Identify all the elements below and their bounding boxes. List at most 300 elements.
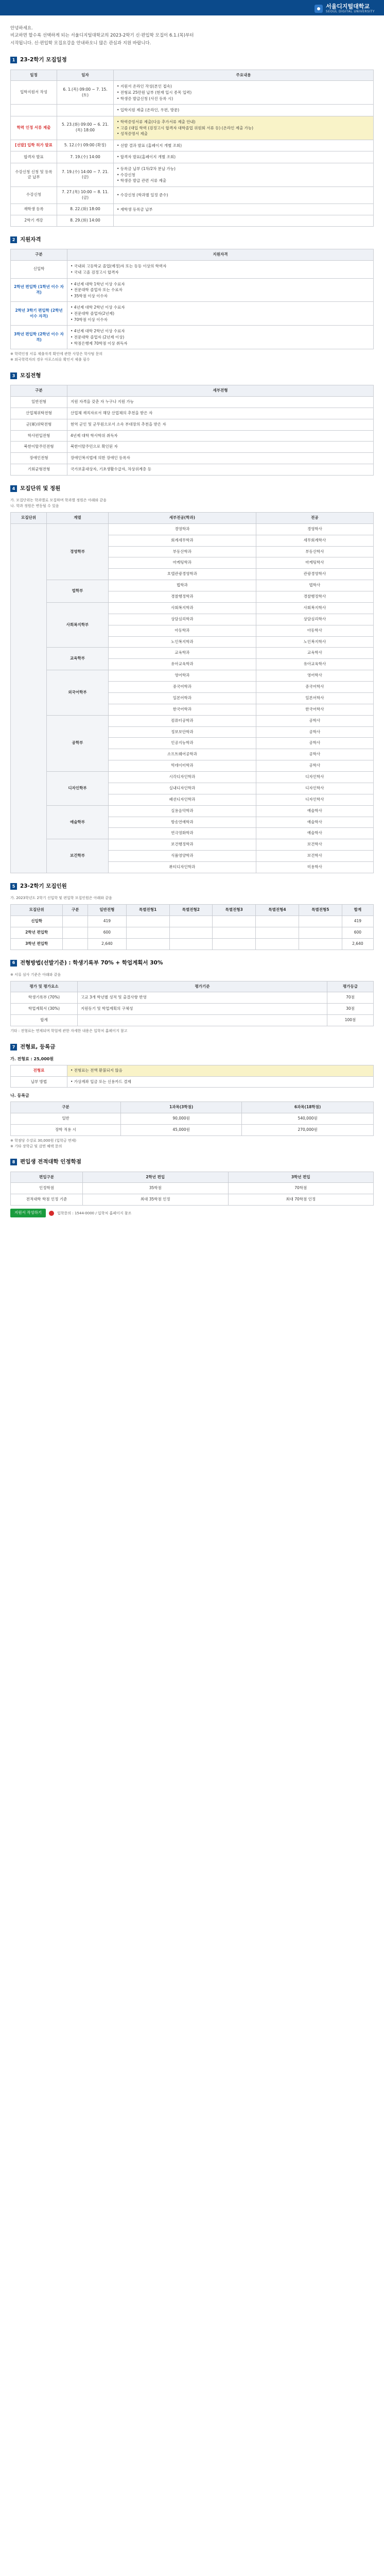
department-name: 부동산학과 — [109, 546, 256, 557]
quota-value — [63, 916, 88, 927]
degree-name: 공학사 — [256, 749, 373, 760]
quota-unit: 신입학 — [11, 916, 63, 927]
section-title: 23-2학기 모집일정 — [20, 57, 67, 63]
quota-value — [126, 938, 169, 950]
department-row — [11, 580, 374, 591]
department-row — [11, 839, 374, 851]
admission-type-detail: 북한이탈주민으로 확인된 자 — [67, 442, 374, 453]
schedule-stage: 2학기 개강 — [11, 215, 57, 227]
degree-name: 중국어학사 — [256, 682, 373, 693]
degree-name: 영어학사 — [256, 670, 373, 682]
detail-line: • 학력증빙서류 제출(다음 추가서류 제출 안내) — [117, 119, 196, 124]
column-header: 평가 및 평가요소 — [11, 981, 78, 992]
credit-row — [11, 1183, 374, 1194]
schedule-stage: 입학지원서 작성 — [11, 81, 57, 105]
department-name: 중국어학과 — [109, 682, 256, 693]
admission-type: 군(軍)위탁전형 — [11, 419, 67, 430]
tuition-cell: 90,000원 — [121, 1113, 242, 1124]
department-name: 소프트웨어공학과 — [109, 749, 256, 760]
department-name: 컴퓨터공학과 — [109, 715, 256, 726]
faculty-name: 디자인학부 — [47, 772, 109, 806]
schedule-row — [11, 187, 374, 204]
faculty-name: 예술학부 — [47, 805, 109, 839]
degree-name: 한국어학사 — [256, 704, 373, 715]
note-line: ※ 학력인정 서류 제출자격 확인에 관한 사항은 학사팀 문의 — [10, 352, 103, 357]
department-row — [11, 523, 374, 535]
detail-line: • 학생증 발급신청 (사진 등록 시) — [117, 96, 173, 101]
departments-table — [10, 512, 374, 873]
tuition-table — [10, 1101, 374, 1136]
note-line: ※ 학점당 수강료 30,000원 (입학금 면제) — [10, 1138, 77, 1143]
admission-type-table — [10, 385, 374, 476]
schedule-date: 7. 27.(목) 10:00 ~ 8. 11.(금) — [57, 187, 114, 204]
faculty-name: 공학부 — [47, 715, 109, 771]
department-name: 연극영화학과 — [109, 828, 256, 839]
quota-intro: 가. 2023학년도 2학기 신입학 및 편입학 모집인원은 아래와 같음 — [10, 896, 112, 901]
note-line: ※ 기타 장학금 및 감면 혜택 문의 — [10, 1144, 62, 1148]
quota-value — [256, 927, 299, 938]
quota-value — [213, 927, 256, 938]
eligibility-row — [11, 261, 374, 278]
degree-name: 보건학사 — [256, 839, 373, 851]
degree-name: 예술학사 — [256, 805, 373, 817]
section-title: 전형료, 등록금 — [20, 1043, 56, 1050]
column-header: 구분 — [63, 905, 88, 916]
fee-item: 납부 방법 — [11, 1076, 67, 1088]
quota-row — [11, 916, 374, 927]
detail-line: • 합격자 발표(홈페이지 개별 조회) — [117, 155, 176, 160]
eligibility-type: 신입학 — [11, 261, 67, 278]
admission-type-row — [11, 430, 374, 442]
column-header: 6과목(18학점) — [242, 1102, 374, 1113]
column-header: 세부전공(학과) — [109, 512, 256, 523]
section-number: 2 — [10, 236, 17, 243]
department-row — [11, 602, 374, 614]
degree-name: 디자인학사 — [256, 772, 373, 783]
schedule-row — [11, 163, 374, 187]
degree-name: 디자인학사 — [256, 783, 373, 794]
intro-line: 시작됩니다. 신·편입학 모집요강을 안내하오니 많은 관심과 지원 바랍니다. — [10, 40, 151, 46]
column-header: 지원자격 — [67, 249, 374, 261]
faculty-name: 교육학부 — [47, 648, 109, 670]
selection-item: 학생기록부 (70%) — [11, 992, 78, 1004]
degree-name: 상담심리학사 — [256, 614, 373, 625]
credit-transfer-table — [10, 1172, 374, 1206]
quota-value — [213, 938, 256, 950]
faculty-name: 경영학부 — [47, 523, 109, 580]
department-name: 패션디자인학과 — [109, 794, 256, 805]
department-name: 법학과 — [109, 580, 256, 591]
quota-value — [299, 927, 342, 938]
selection-item: 학업계획서 (30%) — [11, 1004, 78, 1015]
schedule-detail — [114, 151, 374, 163]
contact-line — [10, 1209, 374, 1217]
admission-type: 북한이탈주민전형 — [11, 442, 67, 453]
section-eligibility-heading — [10, 236, 374, 244]
schedule-row — [11, 215, 374, 227]
detail-line: • 70학점 이상 이수자 — [71, 317, 108, 322]
quota-row — [11, 927, 374, 938]
tuition-row — [11, 1124, 374, 1136]
intro-text — [10, 25, 374, 47]
column-header: 일자 — [57, 70, 114, 81]
column-header: 1과목(3학점) — [121, 1102, 242, 1113]
phone-icon — [49, 1211, 54, 1216]
eligibility-table — [10, 249, 374, 349]
application-fee-table — [10, 1065, 374, 1088]
department-name: 한국어학과 — [109, 704, 256, 715]
unit-cell — [11, 523, 47, 873]
section-number: 3 — [10, 372, 17, 379]
detail-line: • 입학지원 제출 (온라인, 우편, 방문) — [117, 108, 180, 113]
department-name: 실용음악학과 — [109, 805, 256, 817]
quota-unit: 3학년 편입학 — [11, 938, 63, 950]
quota-unit: 2학년 편입학 — [11, 927, 63, 938]
admission-type-detail: 산업체 재직자로서 해당 산업체의 추천을 받은 자 — [67, 408, 374, 419]
section-title: 전형방법(선발기준) : 학생기록부 70% + 학업계획서 30% — [20, 959, 163, 966]
column-header: 주요내용 — [114, 70, 374, 81]
schedule-stage: 수강신청 — [11, 187, 57, 204]
column-header: 계열 — [47, 512, 109, 523]
quota-value — [63, 938, 88, 950]
department-name: 사회복지학과 — [109, 602, 256, 614]
tuition-cell: 장학 적용 시 — [11, 1124, 121, 1136]
department-name: 경영학과 — [109, 523, 256, 535]
department-name: 경찰행정학과 — [109, 591, 256, 603]
department-name: 빅데이터학과 — [109, 760, 256, 772]
department-row — [11, 805, 374, 817]
quota-value — [169, 927, 213, 938]
column-header: 특별전형5 — [299, 905, 342, 916]
credit-cell: 최대 35학점 인정 — [83, 1194, 229, 1206]
department-name: 유아교육학과 — [109, 659, 256, 670]
selection-score: 30점 — [327, 1004, 374, 1015]
schedule-detail — [114, 204, 374, 215]
schedule-detail — [114, 215, 374, 227]
column-header: 모집단위 — [11, 512, 47, 523]
schedule-row — [11, 204, 374, 215]
intro-line: 비교하면 할수록 선택하게 되는 서울디지털대학교의 2023-2학기 신·편입학 모집이 6.1.(목)부터 — [10, 33, 194, 39]
section-number: 7 — [10, 1044, 17, 1050]
column-header: 평가기준 — [78, 981, 327, 992]
column-header: 편입구분 — [11, 1172, 83, 1183]
admission-type-detail: 현역 군인 및 군무원으로서 소속 부대장의 추천을 받은 자 — [67, 419, 374, 430]
department-name: 노인복지학과 — [109, 636, 256, 648]
column-header: 세부전형 — [67, 385, 374, 397]
admission-type-row — [11, 464, 374, 476]
detail-line: • 35학점 이상 이수자 — [71, 293, 108, 298]
note-line: ※ 외국학력자의 경우 아포스티유 확인서 제출 필수 — [10, 357, 90, 362]
selection-criteria — [78, 1015, 327, 1026]
selection-score: 70점 — [327, 992, 374, 1004]
selection-extra: 기타 : 전형료는 면제되며 학업에 관한 자세한 내용은 입학처 홈페이지 참고 — [10, 1029, 128, 1033]
schedule-date: 8. 22.(화) 18:00 — [57, 204, 114, 215]
schedule-row — [11, 151, 374, 163]
degree-name: 법학사 — [256, 580, 373, 591]
degree-name: 사회복지학사 — [256, 602, 373, 614]
selection-score: 100점 — [327, 1015, 374, 1026]
admission-type: 산업체위탁전형 — [11, 408, 67, 419]
tuition-cell: 270,000원 — [242, 1124, 374, 1136]
schedule-stage: 수강신청 신청 및 등록금 납부 — [11, 163, 57, 187]
intro-line: 안녕하세요. — [10, 26, 33, 31]
schedule-row — [11, 105, 374, 116]
quota-value: 600 — [342, 927, 373, 938]
degree-name: 예술학사 — [256, 817, 373, 828]
detail-line: • 학생증 발급 관련 서류 제출 — [117, 178, 167, 183]
department-name: 상담심리학과 — [109, 614, 256, 625]
column-header: 특별전형1 — [126, 905, 169, 916]
degree-name: 보건학사 — [256, 851, 373, 862]
section-admission-type-heading — [10, 372, 374, 380]
admission-type-detail: 4년제 대학 학사학위 취득자 — [67, 430, 374, 442]
schedule-detail — [114, 105, 374, 116]
admission-type-detail: 지원 자격을 갖춘 자 누구나 지원 가능 — [67, 396, 374, 408]
schedule-stage — [11, 105, 57, 116]
column-header: 일정 — [11, 70, 57, 81]
department-name: 시각디자인학과 — [109, 772, 256, 783]
section-title: 지원자격 — [20, 236, 41, 243]
section-number: 1 — [10, 57, 17, 63]
fee-row — [11, 1076, 374, 1088]
selection-row — [11, 1015, 374, 1026]
degree-name: 공학사 — [256, 715, 373, 726]
brand-logo[interactable] — [315, 4, 375, 14]
section-title: 모집단위 및 정원 — [20, 485, 61, 492]
admission-type: 장애인전형 — [11, 453, 67, 464]
degree-name: 관광경영학사 — [256, 569, 373, 580]
schedule-stage: 학력 인정 서류 제출 — [11, 116, 57, 140]
admission-type-row — [11, 408, 374, 419]
fee-row — [11, 1065, 374, 1076]
schedule-detail — [114, 81, 374, 105]
tuition-row — [11, 1113, 374, 1124]
eligibility-detail — [67, 261, 374, 278]
quota-value: 2,640 — [342, 938, 373, 950]
schedule-date: 5. 23.(화) 09:00 ~ 6. 21.(목) 18:00 — [57, 116, 114, 140]
section-quota-heading — [10, 883, 374, 890]
schedule-stage: [선발] 입학 허가 발표 — [11, 140, 57, 151]
faculty-name: 외국어학부 — [47, 670, 109, 716]
fee-detail: • 가상계좌 입금 또는 신용카드 결제 — [67, 1076, 374, 1088]
quota-value — [256, 938, 299, 950]
admission-type-detail: 장애인복지법에 의한 장애인 등록자 — [67, 453, 374, 464]
department-name: 실내디자인학과 — [109, 783, 256, 794]
schedule-detail — [114, 187, 374, 204]
degree-name: 세무회계학사 — [256, 535, 373, 546]
admission-type-row — [11, 453, 374, 464]
eligibility-detail — [67, 326, 374, 349]
selection-item: 합계 — [11, 1015, 78, 1026]
section-number: 4 — [10, 485, 17, 492]
admission-type-detail: 국가보훈대상자, 기초생활수급자, 차상위계층 등 — [67, 464, 374, 476]
quota-value — [126, 916, 169, 927]
column-header: 특별전형2 — [169, 905, 213, 916]
brand-name-ko: 서울디지털대학교 — [326, 3, 370, 10]
degree-name: 교육학사 — [256, 648, 373, 659]
column-header: 합계 — [342, 905, 373, 916]
apply-button-label: 지원서 작성하기 — [14, 1210, 42, 1215]
credit-cell: 전적대학 학점 인정 기준 — [11, 1194, 83, 1206]
quota-value — [126, 927, 169, 938]
degree-name: 미용학사 — [256, 862, 373, 873]
quota-row — [11, 938, 374, 950]
schedule-date: 5. 12.(수) 09:00 (확정) — [57, 140, 114, 151]
degree-name: 예술학사 — [256, 828, 373, 839]
quota-table — [10, 904, 374, 950]
faculty-name: 보건학부 — [47, 839, 109, 873]
schedule-date — [57, 105, 114, 116]
schedule-row — [11, 81, 374, 105]
brand-name-en: SEOUL DIGITAL UNIVERSITY — [326, 10, 375, 14]
detail-line: • 등록금 납부 (1차/2차 분납 가능) — [117, 166, 176, 172]
credit-cell: 인정학점 — [11, 1183, 83, 1194]
degree-name: 유아교육학사 — [256, 659, 373, 670]
schedule-date: 7. 19.(수) 14:00 — [57, 151, 114, 163]
column-header: 구분 — [11, 249, 67, 261]
department-name: 영어학과 — [109, 670, 256, 682]
schedule-stage: 합격자 발표 — [11, 151, 57, 163]
column-header: 일반전형 — [88, 905, 127, 916]
quota-value — [169, 916, 213, 927]
degree-name: 경찰행정학사 — [256, 591, 373, 603]
degree-name: 부동산학사 — [256, 546, 373, 557]
schedule-detail — [114, 140, 374, 151]
column-header: 구분 — [11, 385, 67, 397]
selection-table — [10, 981, 374, 1027]
schedule-stage: 재학생 등록 — [11, 204, 57, 215]
department-row — [11, 648, 374, 659]
fee-subheading: 가. 전형료 : 25,000원 — [10, 1057, 54, 1062]
schedule-date: 7. 19.(수) 14:00 ~ 7. 21.(금) — [57, 163, 114, 187]
apply-button[interactable] — [10, 1209, 46, 1217]
credit-cell: 35학점 — [83, 1183, 229, 1194]
header — [0, 0, 384, 15]
detail-line: • 4년제 대학 2학년 이상 수료자 — [71, 305, 125, 310]
selection-row — [11, 992, 374, 1004]
section-departments-heading — [10, 485, 374, 493]
eligibility-row — [11, 326, 374, 349]
detail-line: • 전형료 25만원 납부 (현재 입시 종목 입력) — [117, 90, 192, 95]
column-header: 구분 — [11, 1102, 121, 1113]
admission-type-row — [11, 396, 374, 408]
quota-value: 419 — [342, 916, 373, 927]
section-number: 8 — [10, 1159, 17, 1165]
department-name: 식품영양학과 — [109, 851, 256, 862]
credit-row — [11, 1194, 374, 1206]
degree-name: 일본어학사 — [256, 692, 373, 704]
department-name: 아동학과 — [109, 625, 256, 636]
department-name: 뷰티디자인학과 — [109, 862, 256, 873]
quota-value — [256, 916, 299, 927]
department-name: 호텔관광경영학과 — [109, 569, 256, 580]
faculty-name: 법학부 — [47, 580, 109, 603]
selection-criteria: 고교 3개 학년별 성적 및 출결사항 반영 — [78, 992, 327, 1004]
department-name: 교육학과 — [109, 648, 256, 659]
fee-item: 전형료 — [11, 1065, 67, 1076]
detail-line: • 전문대학 졸업자 (2년제 이상) — [71, 334, 125, 340]
detail-line: • 학점은행제 70학점 이상 취득자 — [71, 341, 128, 346]
detail-line: • 지원서 온라인 작성(본인 접속) — [117, 84, 172, 89]
faculty-name: 사회복지학부 — [47, 602, 109, 648]
eligibility-type: 2학년 편입학 (1학년 이수 자격) — [11, 278, 67, 302]
department-name: 회계세무학과 — [109, 535, 256, 546]
eligibility-detail — [67, 302, 374, 326]
department-row — [11, 772, 374, 783]
admission-type: 학사편입전형 — [11, 430, 67, 442]
admission-type-row — [11, 442, 374, 453]
quota-value — [299, 938, 342, 950]
admission-type-row — [11, 419, 374, 430]
degree-name: 노인복지학사 — [256, 636, 373, 648]
detail-line: • 선발 결과 발표 (홈페이지 개별 조회) — [117, 143, 182, 148]
degree-name: 경영학사 — [256, 523, 373, 535]
column-header: 특별전형4 — [256, 905, 299, 916]
credit-cell: 최대 70학점 인정 — [228, 1194, 374, 1206]
section-fees-heading — [10, 1043, 374, 1051]
column-header: 3학년 편입 — [228, 1172, 374, 1183]
fee-detail: • 전형료는 전액 환불되지 않음 — [67, 1065, 374, 1076]
selection-criteria: 지원동기 및 학업계획의 구체성 — [78, 1004, 327, 1015]
quota-value — [63, 927, 88, 938]
section-selection-method-heading — [10, 959, 374, 967]
tuition-cell: 45,000원 — [121, 1124, 242, 1136]
section-schedule-heading — [10, 56, 374, 64]
eligibility-type: 2학년 3학기 편입학 (2학년 이수 자격) — [11, 302, 67, 326]
department-name: 일본어학과 — [109, 692, 256, 704]
section-credit-transfer-heading — [10, 1158, 374, 1166]
quota-value — [213, 916, 256, 927]
degree-name: 공학사 — [256, 726, 373, 738]
degree-name: 공학사 — [256, 760, 373, 772]
department-row — [11, 715, 374, 726]
tuition-subheading: 나. 등록금 — [10, 1093, 29, 1098]
department-name: 인공지능학과 — [109, 738, 256, 749]
content — [0, 25, 384, 1217]
degree-name: 디자인학사 — [256, 794, 373, 805]
quota-value: 600 — [88, 927, 127, 938]
detail-line: • 국내 고졸 검정고시 합격자 — [71, 269, 119, 275]
eligibility-row — [11, 278, 374, 302]
eligibility-row — [11, 302, 374, 326]
schedule-row — [11, 140, 374, 151]
detail-line: • 4년제 대학 1학년 이상 수료자 — [71, 281, 125, 286]
schedule-detail — [114, 163, 374, 187]
university-emblem-icon — [315, 5, 323, 13]
eligibility-type: 3학년 편입학 (2학년 이수 자격) — [11, 326, 67, 349]
schedule-date: 8. 29.(화) 14:00 — [57, 215, 114, 227]
departments-intro — [10, 498, 374, 509]
section-title: 편입생 전적대학 인정학점 — [20, 1159, 81, 1165]
tuition-cell: 일반 — [11, 1113, 121, 1124]
note-line: 가. 모집단위는 학과별로 모집하며 학과별 정원은 아래와 같음 — [10, 498, 107, 503]
quota-value — [169, 938, 213, 950]
section-title: 모집전형 — [20, 372, 41, 379]
eligibility-notes — [10, 351, 374, 363]
schedule-row — [11, 116, 374, 140]
column-header: 전공 — [256, 512, 373, 523]
quota-value: 2,640 — [88, 938, 127, 950]
tuition-cell: 540,000원 — [242, 1113, 374, 1124]
schedule-detail — [114, 116, 374, 140]
detail-line: • 재학생 등록금 납부 — [117, 207, 153, 212]
credit-cell: 70학점 — [228, 1183, 374, 1194]
detail-line: • 국내외 고등학교 졸업(예정)자 또는 동등 이상의 학력자 — [71, 264, 167, 269]
column-header: 2학년 편입 — [83, 1172, 229, 1183]
detail-line: • 수강신청 (학과별 일정 준수) — [117, 192, 168, 197]
department-name: 보건행정학과 — [109, 839, 256, 851]
column-header: 평가등급 — [327, 981, 374, 992]
